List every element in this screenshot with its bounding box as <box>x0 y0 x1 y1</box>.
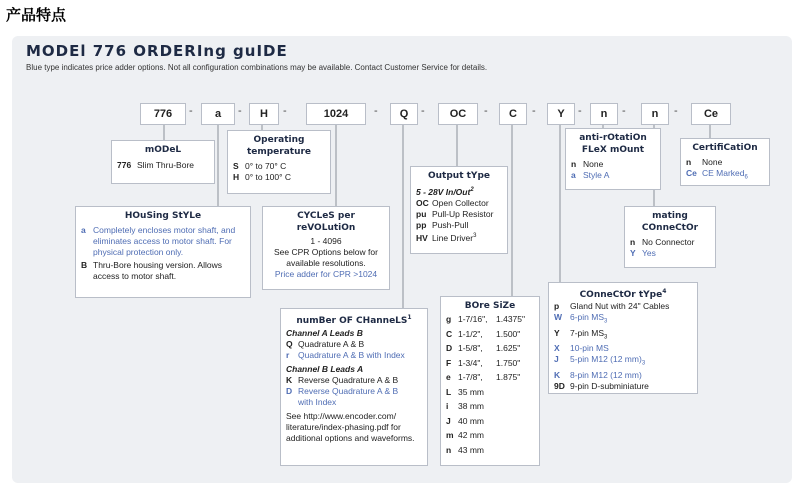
code-dash: - <box>374 105 378 117</box>
code-bore: C <box>499 103 527 125</box>
output-heading: Output tYpe <box>427 171 490 181</box>
code-dash: - <box>238 105 242 117</box>
code-dash: - <box>484 105 488 117</box>
housing-box <box>75 206 251 298</box>
channels-group-b: Channel B Leads A <box>286 364 364 374</box>
bore-row: e 1-7/8", 1.875" <box>446 372 521 382</box>
code-cpr: 1024 <box>306 103 366 125</box>
model-row: 776 Slim Thru-Bore <box>117 160 194 170</box>
code-dash: - <box>283 105 287 117</box>
code-channels: Q <box>390 103 418 125</box>
bore-row: J 40 mm <box>446 415 484 426</box>
code-dash: - <box>532 105 536 117</box>
anti-rotation-box <box>565 128 661 190</box>
code-anti-rotation: n <box>590 103 618 125</box>
temperature-heading: Operating temperature <box>246 135 312 157</box>
code-output: OC <box>438 103 478 125</box>
bore-row: L 35 mm <box>446 386 484 397</box>
bore-heading: BOre SiZe <box>464 301 516 311</box>
temperature-box <box>227 130 331 194</box>
cpr-adder: Price adder for CPR >1024 <box>274 269 378 279</box>
certification-row: Ce CE Marked$_6$ <box>686 168 748 181</box>
temperature-row: S 0° to 70° C <box>233 161 287 171</box>
code-certification: Ce <box>691 103 731 125</box>
code-dash: - <box>578 105 582 117</box>
certification-row: n None <box>686 157 723 167</box>
connector-heading: COnneCtOr tYpe$^4$ <box>579 288 667 300</box>
mating-heading: mating COnneCtOr <box>641 211 699 233</box>
bore-box <box>440 296 540 466</box>
mating-row: Y Yes <box>630 248 656 258</box>
model-heading: mODeL <box>144 145 182 155</box>
connector-row: p Gland Nut with 24" Cables <box>554 301 670 311</box>
channels-note: See http://www.encoder.com/ literature/index-phasing.pdf for additional options and waveforms. <box>286 411 415 443</box>
connector-row: J 5-pin M12 (12 $mm)_3$ <box>554 354 646 368</box>
anti-rotation-heading: anti-rOtatiOn FLeX mOunt <box>579 133 647 155</box>
guide-note: Blue type indicates price adder options. Not all configuration combinations may be available. Contact Customer Service for details. <box>26 63 488 72</box>
mating-box <box>624 206 716 268</box>
housing-heading: HOuSing StYLe <box>124 211 202 221</box>
bore-row: n 43 mm <box>446 444 484 455</box>
connector-row: Y 7-pin $MS_3$ <box>554 327 608 341</box>
channels-row: K Reverse Quadrature A & B <box>286 375 399 385</box>
bore-row: D 1-5/8", 1.625" <box>446 343 521 353</box>
cpr-box <box>262 206 390 290</box>
cpr-heading: CYCLeS per reVOLutiOn <box>296 211 356 233</box>
bore-row: g 1-7/16", 1.4375" <box>446 314 526 324</box>
channels-group-a: Channel A Leads B <box>286 328 363 338</box>
temperature-row: H 0° to 100° C <box>233 172 292 182</box>
channels-row: D Reverse Quadrature A & B with Index <box>286 386 399 407</box>
output-row: pu Pull-Up Resistor <box>416 208 494 219</box>
model-box <box>111 140 215 184</box>
channels-row: r Quadrature A & B with Index <box>286 350 405 360</box>
anti-rotation-row: a Style A <box>571 170 610 180</box>
cpr-range: 1 - 4096 <box>310 236 342 246</box>
code-model: 776 <box>140 103 186 125</box>
code-dash: - <box>421 105 425 117</box>
connector-row: 9D 9-pin D-subminiature <box>554 381 649 392</box>
guide-title: MODEl 776 ORDERIng guIDE <box>26 42 288 60</box>
code-housing: a <box>201 103 235 125</box>
certification-heading: CertifiCatiOn <box>692 143 758 153</box>
output-row: pp Push-Pull <box>416 219 469 230</box>
connector-row: K 8-pin M12 (12 mm) <box>554 370 642 381</box>
certification-box <box>680 138 770 186</box>
bore-row: C 1-1/2", 1.500" <box>446 328 521 339</box>
connector-row: X 10-pin MS <box>554 343 609 354</box>
code-dash: - <box>674 105 678 117</box>
anti-rotation-row: n None <box>571 159 604 169</box>
output-box <box>410 166 508 254</box>
housing-row: B Thru-Bore housing version. Allows access to motor shaft. <box>81 260 222 281</box>
output-row: HV Line Driver$^3$ <box>416 232 477 243</box>
output-row: OC Open Collector <box>416 197 489 208</box>
output-voltage: 5 - 28V In/Out$^2$ <box>416 186 474 197</box>
code-mating: n <box>641 103 669 125</box>
cpr-note: See CPR Options below for available resolutions. <box>274 247 378 268</box>
code-connector: Y <box>547 103 575 125</box>
connector-box <box>548 282 698 394</box>
channels-row: Q Quadrature A & B <box>286 339 365 349</box>
connector-row: W 6-pin $MS_3$ <box>554 312 608 325</box>
code-temperature: H <box>249 103 279 125</box>
mating-row: n No Connector <box>630 237 695 247</box>
channels-heading: numBer OF CHanneLS$^1$ <box>296 314 412 326</box>
bore-row: F 1-3/4", 1.750" <box>446 357 521 368</box>
channels-box <box>280 308 428 466</box>
housing-row: a Completely encloses motor shaft, and eliminates access to motor shaft. For physical protection only. <box>81 225 236 257</box>
section-title: 产品特点 <box>6 6 67 24</box>
code-dash: - <box>189 105 193 117</box>
bore-row: i 38 mm <box>446 401 484 411</box>
code-dash: - <box>622 105 626 117</box>
bore-row: m 42 mm <box>446 430 484 440</box>
